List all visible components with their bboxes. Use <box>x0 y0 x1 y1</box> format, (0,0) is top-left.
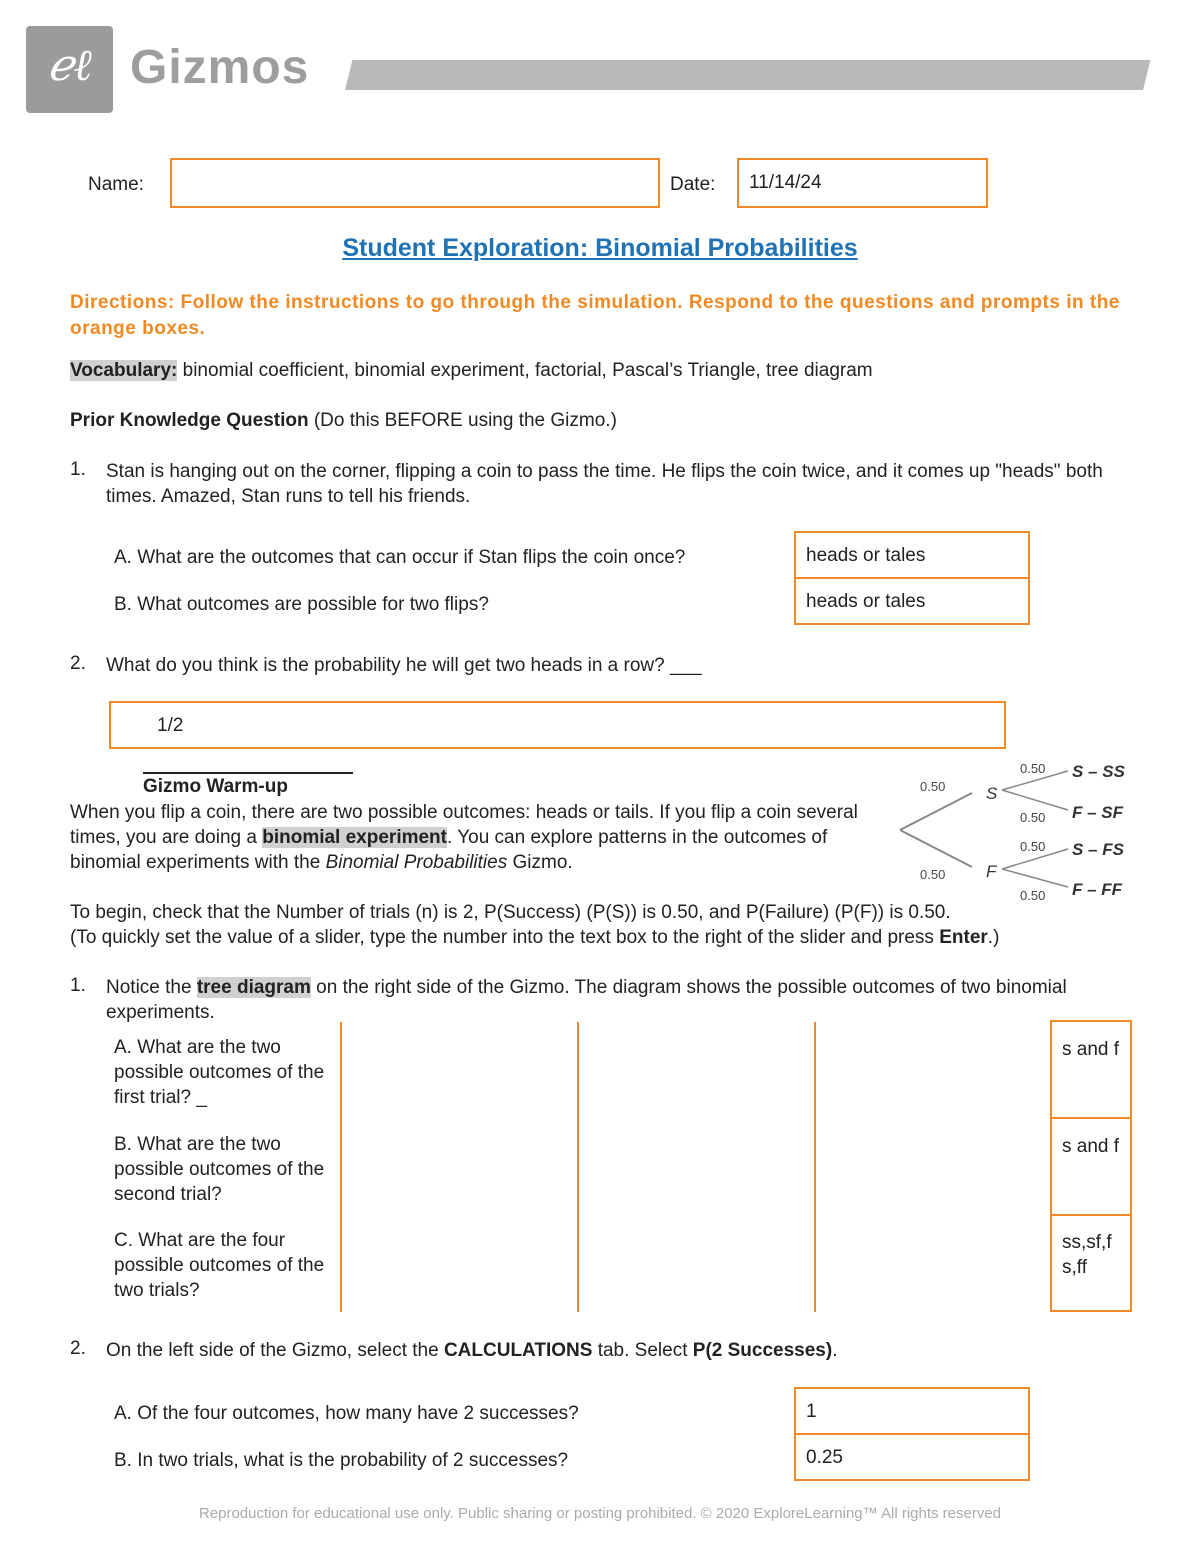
tree-outcome: F – FF <box>1072 880 1123 899</box>
answer-box-1b[interactable]: heads or tales <box>794 577 1030 625</box>
answer-box-calc-a[interactable]: 1 <box>794 1387 1030 1435</box>
footer-copyright: Reproduction for educational use only. Public sharing or posting prohibited. © 2020 ExploreLearning™ All rights reserved <box>198 1505 1002 1522</box>
tree-prob: 0.50 <box>1020 839 1046 854</box>
question-number: 1. <box>70 459 86 480</box>
question-b-text: B. What outcomes are possible for two flips? <box>114 594 489 615</box>
table-divider <box>340 1022 342 1312</box>
question-text: Stan is hanging out on the corner, flipping a coin to pass the time. He flips the coin twice, and it comes up "heads" both times. Amazed, Stan runs to tell his friends. <box>106 461 1103 507</box>
answer-box-calc-b[interactable]: 0.25 <box>794 1433 1030 1481</box>
date-field[interactable]: 11/14/24 <box>737 158 988 208</box>
question-b-text: B. In two trials, what is the probability of 2 successes? <box>114 1450 569 1471</box>
tree-outcome: S – FS <box>1072 840 1124 859</box>
tree-prob: 0.50 <box>1020 761 1046 776</box>
name-label: Name: <box>88 174 144 195</box>
question-text: On the left side of the Gizmo, select the CALCULATIONS tab. Select P(2 Successes). <box>106 1340 838 1361</box>
tree-node-s: S <box>986 784 998 803</box>
table-divider <box>577 1022 579 1312</box>
tree-branch <box>900 830 972 867</box>
page-title: Student Exploration: Binomial Probabilities <box>342 234 858 262</box>
name-field[interactable] <box>170 158 660 208</box>
answer-box-tree-a[interactable]: s and f <box>1050 1020 1132 1119</box>
tree-branch <box>900 793 972 830</box>
vocabulary-label: Vocabulary: <box>70 360 178 381</box>
tree-outcome: S – SS <box>1072 762 1125 781</box>
table-divider <box>814 1022 816 1312</box>
warmup-paragraph: When you flip a coin, there are two possible outcomes: heads or tails. If you flip a coin several times, you are doing a binomial experiment. You can explore patterns in the outcomes of binomial experiments with the Binomial Probabilities Gizmo. <box>70 802 858 873</box>
question-b-text: B. What are the two possible outcomes of the second trial? <box>114 1134 325 1205</box>
tree-prob: 0.50 <box>1020 810 1046 825</box>
tree-prob: 0.50 <box>920 867 946 882</box>
tree-diagram <box>890 755 1140 905</box>
question-text: What do you think is the probability he will get two heads in a row? ___ <box>106 655 702 676</box>
answer-box-1a[interactable]: heads or tales <box>794 531 1030 579</box>
directions-text: Directions: Follow the instructions to go through the simulation. Respond to the questions and prompts in the orange boxes. <box>70 292 1120 339</box>
prior-knowledge-heading: Prior Knowledge Question (Do this BEFORE using the Gizmo.) <box>70 410 617 431</box>
question-number: 2. <box>70 1338 86 1359</box>
question-number: 1. <box>70 975 86 996</box>
question-number: 2. <box>70 653 86 674</box>
question-text: Notice the tree diagram on the right side of the Gizmo. The diagram shows the possible outcomes of two binomial experiments. <box>106 977 1067 1023</box>
begin-instructions: To begin, check that the Number of trials (n) is 2, P(Success) (P(S)) is 0.50, and P(Failure) (P(F)) is 0.50. <box>70 902 951 923</box>
tree-prob: 0.50 <box>1020 888 1046 903</box>
explorelearning-logo: ℯℓ <box>26 26 113 113</box>
header-bar <box>345 60 1150 90</box>
slider-instructions: (To quickly set the value of a slider, type the number into the text box to the right of the slider and press Enter.) <box>70 927 1000 948</box>
heading-rule <box>143 772 353 774</box>
tree-branch <box>1002 790 1068 810</box>
tree-branch <box>1002 869 1068 887</box>
question-c-text: C. What are the four possible outcomes of the two trials? <box>114 1230 325 1301</box>
vocabulary-terms: binomial coefficient, binomial experiment, factorial, Pascal’s Triangle, tree diagram <box>177 360 873 381</box>
answer-box-2[interactable]: 1/2 <box>109 701 1006 749</box>
question-a-text: A. What are the two possible outcomes of the first trial? _ <box>114 1037 325 1108</box>
warmup-heading: Gizmo Warm-up <box>143 776 288 797</box>
date-label: Date: <box>670 174 716 195</box>
answer-box-tree-c[interactable]: ss,sf,fs,ff <box>1050 1214 1132 1312</box>
gizmos-brand: Gizmos <box>130 41 310 94</box>
tree-outcome: F – SF <box>1072 803 1124 822</box>
question-a-text: A. What are the outcomes that can occur if Stan flips the coin once? <box>114 547 686 568</box>
answer-box-tree-b[interactable]: s and f <box>1050 1117 1132 1216</box>
tree-node-f: F <box>986 862 997 881</box>
question-a-text: A. Of the four outcomes, how many have 2 successes? <box>114 1403 579 1424</box>
vocabulary-line <box>70 358 1130 383</box>
tree-prob: 0.50 <box>920 779 946 794</box>
